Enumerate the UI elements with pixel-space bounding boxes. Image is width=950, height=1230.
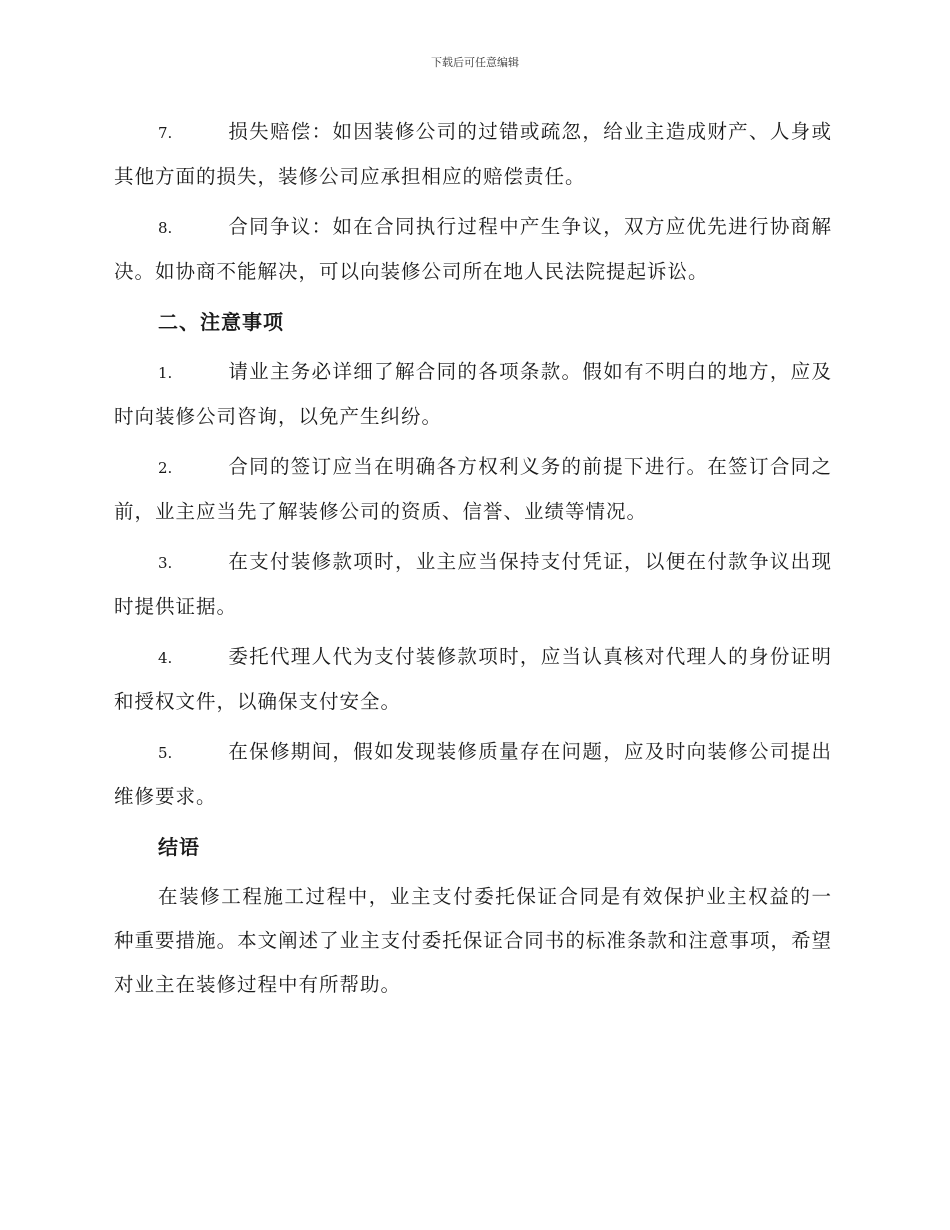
section-heading-conclusion: 结语 [158,835,200,859]
document-body [114,110,832,1007]
note-item-4 [114,635,832,724]
clause-text: 合同争议：如在合同执行过程中产生争议，双方应优先进行协商解决。如协商不能解决，可以向装修公司所在地人民法院提起诉讼。 [114,215,832,283]
note-item-1 [114,350,832,439]
header-note: 下载后可任意编辑 [431,56,519,69]
note-text: 在保修期间，假如发现装修质量存在问题，应及时向装修公司提出维修要求。 [114,740,832,808]
clause-number: 7. [158,124,173,142]
clause-7 [114,110,832,199]
note-number: 5. [158,744,173,762]
note-text: 在支付装修款项时，业主应当保持支付凭证，以便在付款争议出现时提供证据。 [114,550,832,618]
note-text: 请业主务必详细了解合同的各项条款。假如有不明白的地方，应及时向装修公司咨询，以免产生纠纷。 [114,360,832,428]
note-item-3 [114,540,832,629]
note-number: 1. [158,364,173,382]
note-item-2 [114,445,832,534]
note-text: 合同的签订应当在明确各方权利义务的前提下进行。在签订合同之前，业主应当先了解装修公司的资质、信誉、业绩等情况。 [114,455,832,523]
note-number: 4. [158,649,173,667]
note-text: 委托代理人代为支付装修款项时，应当认真核对代理人的身份证明和授权文件，以确保支付安全。 [114,645,832,713]
clause-text: 损失赔偿：如因装修公司的过错或疏忽，给业主造成财产、人身或其他方面的损失，装修公司应承担相应的赔偿责任。 [114,120,832,188]
note-number: 3. [158,554,173,572]
clause-number: 8. [158,219,173,237]
note-number: 2. [158,459,173,477]
conclusion-paragraph: 在装修工程施工过程中，业主支付委托保证合同是有效保护业主权益的一种重要措施。本文阐述了业主支付委托保证合同书的标准条款和注意事项，希望对业主在装修过程中有所帮助。 [114,885,832,996]
clause-8 [114,205,832,294]
note-item-5 [114,730,832,819]
section-heading-notes: 二、注意事项 [158,310,284,334]
